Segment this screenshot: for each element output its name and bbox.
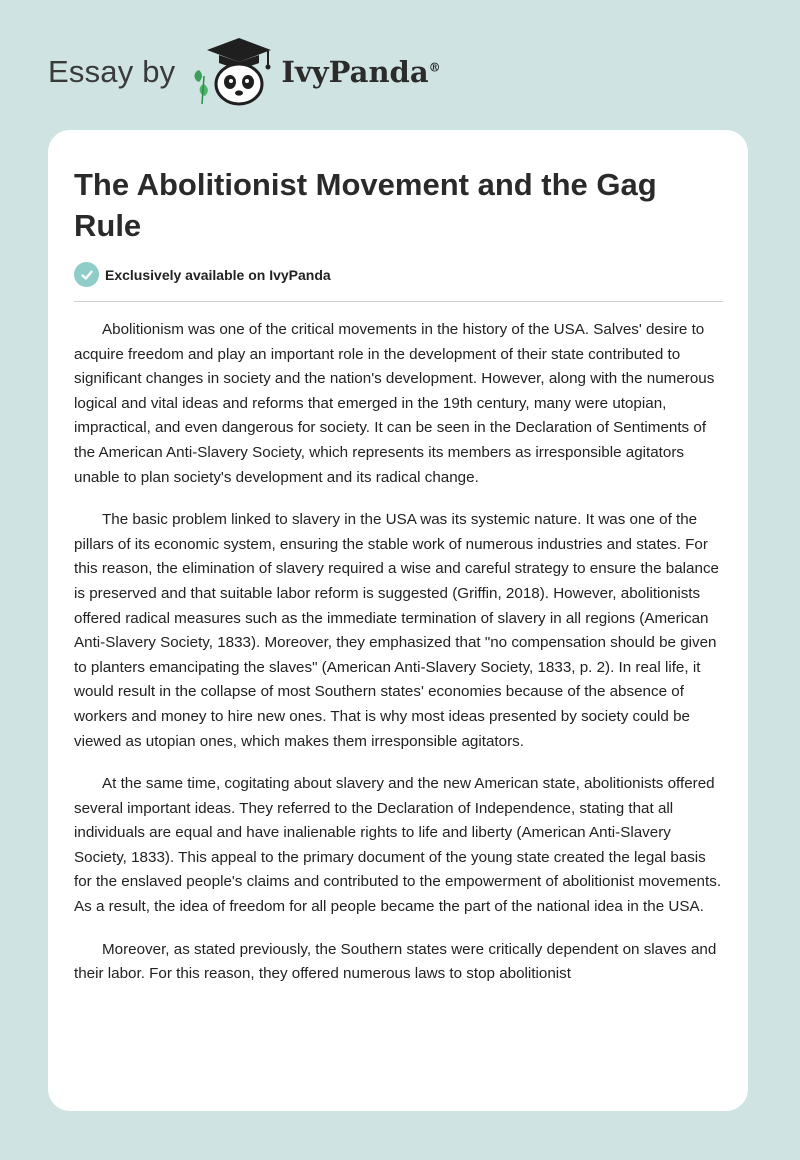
ivy-leaf-icon (195, 70, 208, 104)
paragraph: Abolitionism was one of the critical movements in the history of the USA. Salves' desire to acquire freedom and play an important role in the development of their state contributed to significant changes in society and the nation's development. However, along with the numerous logical and vital ideas and reforms that emerged in the 19th century, many were utopian, impractical, and even dangerous for society. It can be seen in the Declaration of Sentiments of the American Anti-Slavery Society, which represents its members as irresponsible agitators unable to plan society's development and its radical change. (74, 321, 715, 486)
page-title: The Abolitionist Movement and the Gag Rule (74, 167, 657, 243)
brand-name[interactable] (281, 55, 440, 89)
essay-body (74, 318, 724, 1005)
paragraph: At the same time, cogitating about slavery and the new American state, abolitionists offered several important ideas. They referred to the Declaration of Independence, stating that all individuals are equal and have inalienable rights to life and liberty (American Anti-Slavery Society, 1833). This appeal to the primary document of the young state created the legal basis for the enslaved people's claims and contributed to the empowerment of abolitionist movements. As a result, the idea of freedom for all people became the part of the national idea in the USA. (74, 775, 722, 916)
exclusive-badge-label: Exclusively available on IvyPanda (105, 266, 331, 283)
essay-by-label: Essay by (48, 54, 176, 89)
exclusive-badge (74, 262, 331, 287)
divider (74, 301, 723, 302)
panda-graduation-cap-icon[interactable] (189, 36, 275, 108)
site-header (48, 36, 508, 108)
essay-card (48, 130, 748, 1111)
checkmark-icon (74, 262, 99, 287)
paragraph: The basic problem linked to slavery in the USA was its systemic nature. It was one of the pillars of its economic system, ensuring the stable work of numerous industries and states. For this reason, the elimination of slavery required a wise and careful strategy to ensure the balance is preserved and that suitable labor reform is suggested (Griffin, 2018). However, abolitionists offered radical measures such as the immediate termination of slavery in all regions (American Anti-Slavery Society, 1833). Moreover, they emphasized that "no compensation should be given to planters emancipating the slaves" (American Anti-Slavery Society, 1833, p. 2). In real life, it would result in the collapse of most Southern states' economies because of the absence of workers and money to hire new ones. That is why most ideas presented by society could be viewed as utopian ones, which makes them irresponsible agitators. (74, 511, 719, 750)
paragraph: Moreover, as stated previously, the Southern states were critically dependent on slaves and their labor. For this reason, they offered numerous laws to stop abolitionist (74, 940, 717, 983)
registered-mark: ® (428, 60, 441, 75)
brand-label: IvyPanda (281, 55, 429, 89)
